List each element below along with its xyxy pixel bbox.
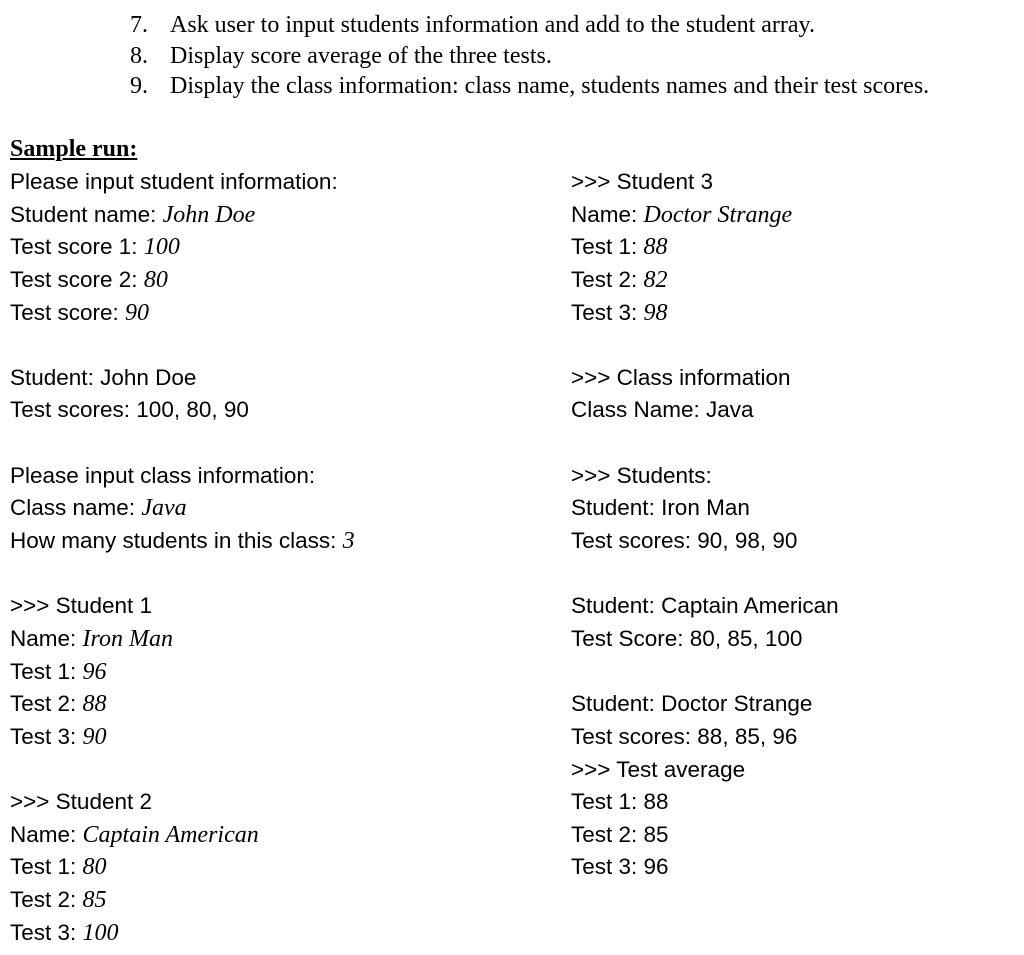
output-text: Test 1: [571, 234, 644, 260]
right-output-line [571, 590, 1021, 623]
requirements-list [130, 10, 929, 102]
output-text: Test score: [10, 299, 126, 325]
left-output-line [10, 721, 550, 754]
right-output-line [571, 525, 1021, 558]
right-output-line [571, 264, 1021, 297]
left-output-line [10, 754, 550, 787]
output-text: Test 2: 85 [571, 821, 669, 847]
output-text: Please input class information: [10, 462, 316, 488]
right-output-line [571, 721, 1021, 754]
output-text: Name: [10, 625, 83, 651]
output-text: Test 3: [10, 723, 83, 749]
output-text: Name: [10, 821, 83, 847]
left-output-line [10, 656, 550, 689]
sample-output-right-column [571, 166, 1021, 884]
left-output-line [10, 231, 550, 264]
requirement-text: Display the class information: class name, students names and their test scores. [170, 73, 930, 99]
user-input-value: 100 [82, 919, 119, 946]
user-input-value: Java [141, 495, 187, 522]
output-text: Test 2: [571, 266, 644, 292]
output-text: Student: Doctor Strange [571, 691, 813, 717]
output-text: Test score 1: [10, 234, 144, 260]
output-text: Test 1: [10, 854, 83, 880]
output-text: Student: Captain American [571, 593, 839, 619]
user-input-value: 88 [82, 691, 107, 718]
output-text: Class name: [10, 495, 142, 521]
output-text: >>> Class information [571, 364, 791, 390]
requirement-text: Display score average of the three tests. [170, 42, 552, 69]
output-text: Student name: [10, 201, 163, 227]
right-output-line [571, 688, 1021, 721]
right-output-line [571, 166, 1021, 199]
right-output-line [571, 427, 1021, 460]
right-output-line [571, 819, 1021, 852]
output-text: Test scores: 88, 85, 96 [571, 723, 798, 749]
user-input-value: John Doe [162, 201, 256, 228]
output-text: Test 3: [571, 299, 644, 325]
output-text: How many students in this class: [10, 528, 343, 554]
output-text: Test 2: [10, 691, 83, 717]
user-input-value: 85 [82, 887, 107, 914]
output-text: >>> Student 1 [10, 593, 152, 619]
output-text: Test score 2: [10, 266, 144, 292]
output-text: >>> Students: [571, 462, 712, 488]
left-output-line [10, 688, 550, 721]
left-output-line [10, 199, 550, 232]
user-input-value: 88 [643, 234, 668, 261]
left-output-line [10, 525, 550, 558]
output-text: Test scores: 90, 98, 90 [571, 528, 798, 554]
output-text: Student: Iron Man [571, 495, 750, 521]
left-output-line [10, 394, 550, 427]
user-input-value: 3 [342, 528, 355, 555]
left-output-line [10, 329, 550, 362]
left-output-line [10, 623, 550, 656]
left-output-line [10, 917, 550, 950]
right-output-line [571, 231, 1021, 264]
left-output-line [10, 297, 550, 330]
output-text: Test 1: 88 [571, 789, 669, 815]
output-text: >>> Student 3 [571, 169, 713, 194]
requirement-item [130, 41, 929, 72]
output-text: >>> Test average [571, 756, 746, 782]
output-text: Student: John Doe [10, 364, 197, 390]
requirement-number: 7. [130, 12, 148, 38]
user-input-value: Captain American [82, 821, 259, 848]
requirement-item [130, 71, 929, 102]
user-input-value: Iron Man [82, 625, 173, 652]
left-output-line [10, 460, 550, 493]
output-text: Please input student information: [10, 169, 338, 194]
requirement-number: 9. [130, 73, 148, 99]
output-text: Name: [571, 201, 644, 227]
left-output-line [10, 427, 550, 460]
right-output-line [571, 623, 1021, 656]
requirement-item [130, 10, 929, 41]
right-output-line [571, 558, 1021, 591]
right-output-line [571, 394, 1021, 427]
output-text: Test 3: [10, 919, 83, 945]
user-input-value: 80 [82, 854, 107, 881]
left-output-line [10, 884, 550, 917]
right-output-line [571, 851, 1021, 884]
left-output-line [10, 590, 550, 623]
left-output-line [10, 558, 550, 591]
output-text: Test Score: 80, 85, 100 [571, 625, 803, 651]
right-output-line [571, 329, 1021, 362]
sample-run-heading: Sample run: [10, 136, 138, 162]
left-output-line [10, 851, 550, 884]
user-input-value: 90 [82, 723, 107, 750]
right-output-line [571, 199, 1021, 232]
user-input-value: 82 [643, 266, 668, 293]
user-input-value: 80 [143, 266, 168, 293]
output-text: Test 3: 96 [571, 854, 669, 880]
left-output-line [10, 492, 550, 525]
requirement-number: 8. [130, 42, 148, 69]
output-text: Class Name: Java [571, 397, 754, 423]
requirement-text: Ask user to input students information and add to the student array. [170, 12, 815, 38]
output-text: >>> Student 2 [10, 789, 152, 815]
right-output-line [571, 460, 1021, 493]
left-output-line [10, 166, 550, 199]
output-text: Test scores: 100, 80, 90 [10, 397, 249, 423]
sample-output-left-column [10, 166, 550, 949]
user-input-value: 98 [643, 299, 668, 326]
left-output-line [10, 819, 550, 852]
output-text: Test 1: [10, 658, 83, 684]
user-input-value: 100 [143, 234, 180, 261]
right-output-line [571, 754, 1021, 787]
right-output-line [571, 297, 1021, 330]
right-output-line [571, 786, 1021, 819]
left-output-line [10, 786, 550, 819]
left-output-line [10, 362, 550, 395]
right-output-line [571, 656, 1021, 689]
user-input-value: 90 [125, 299, 150, 326]
user-input-value: 96 [82, 658, 107, 685]
right-output-line [571, 492, 1021, 525]
left-output-line [10, 264, 550, 297]
user-input-value: Doctor Strange [643, 201, 793, 228]
right-output-line [571, 362, 1021, 395]
output-text: Test 2: [10, 887, 83, 913]
